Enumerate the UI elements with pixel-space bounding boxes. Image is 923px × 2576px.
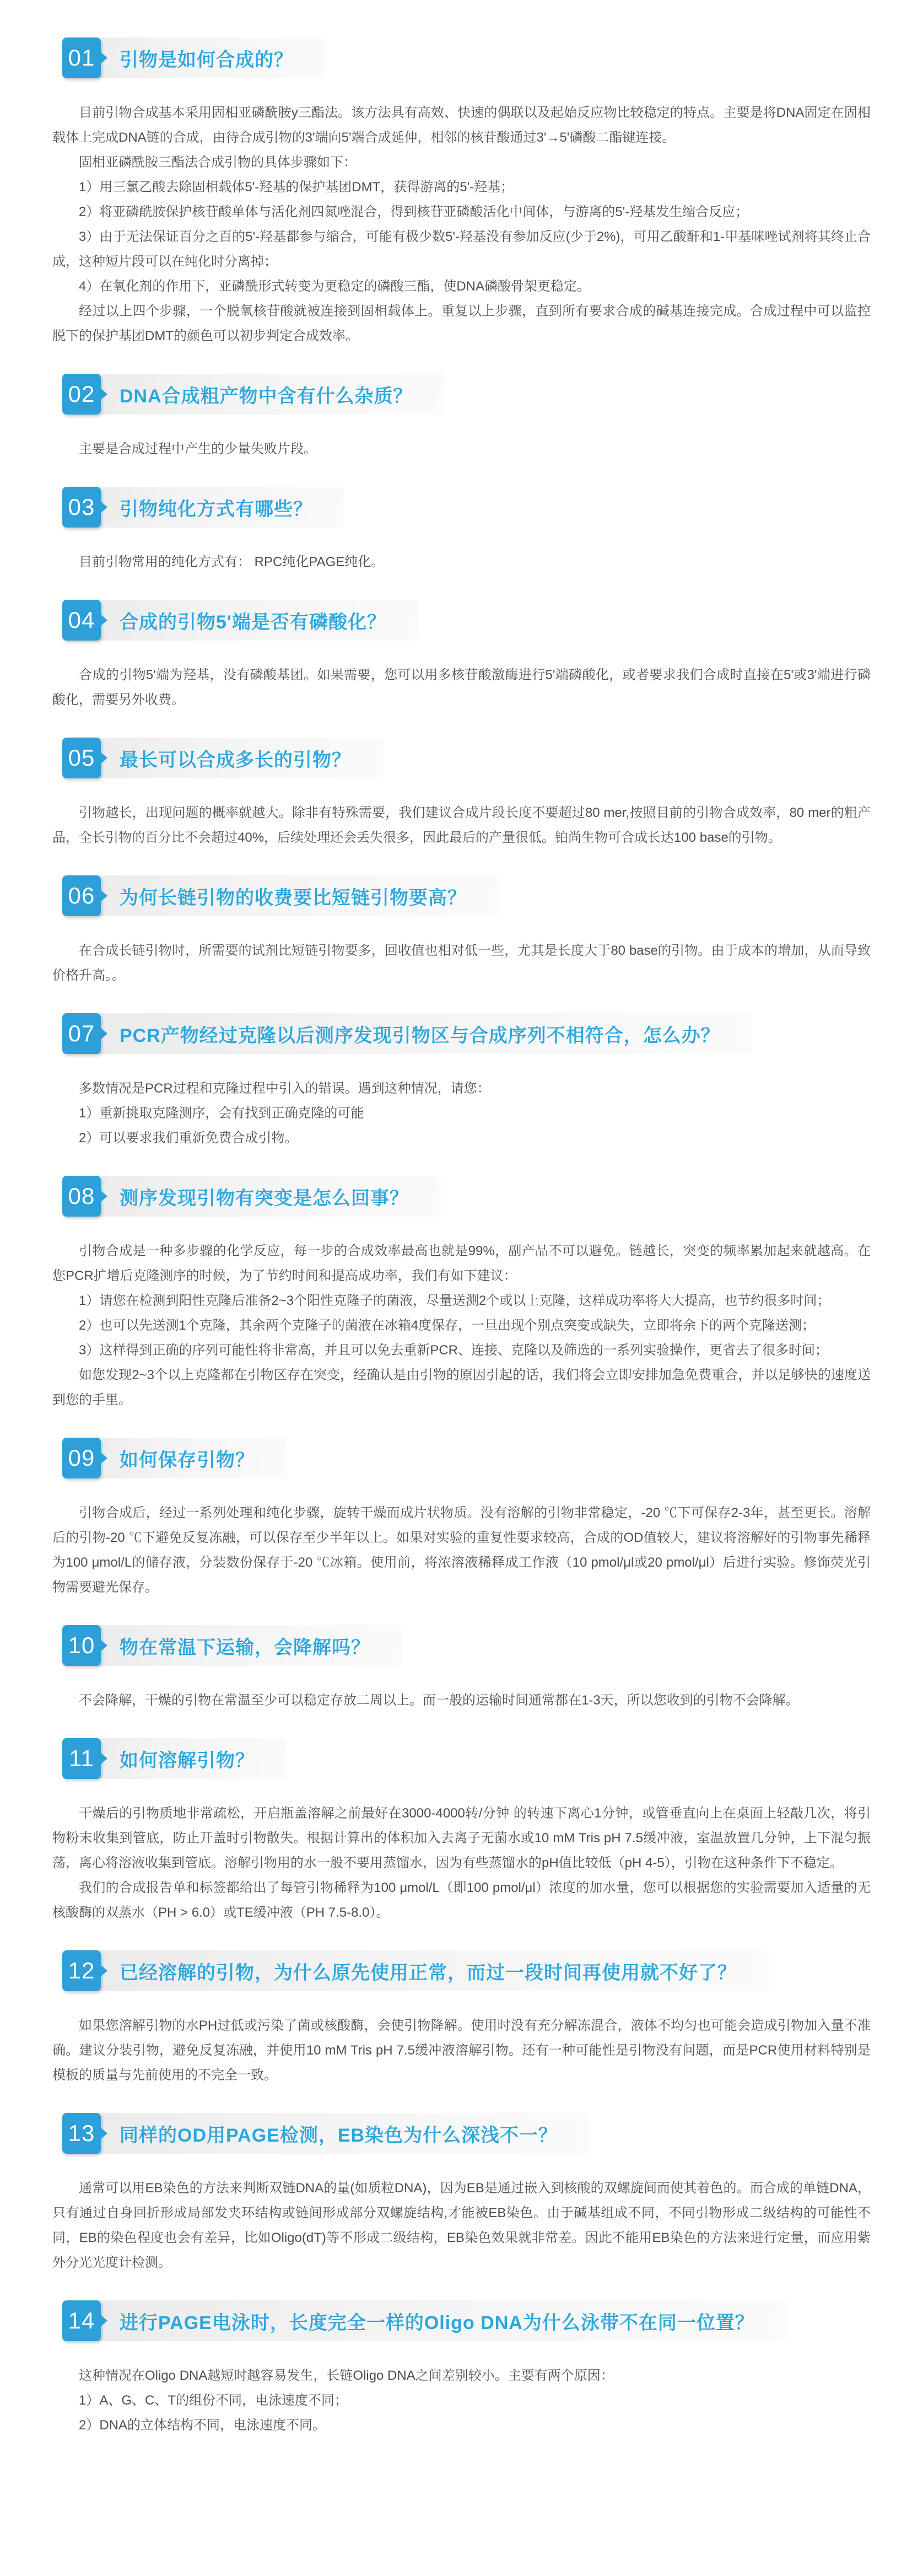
question-number: 01 xyxy=(68,45,95,71)
question-number: 05 xyxy=(68,745,95,771)
answer-paragraph: 2）也可以先送测1个克隆，其余两个克隆子的菌液在冰箱4度保存，一旦出现个别点突变或缺失，立即将余下的两个克隆送测； xyxy=(79,1318,816,1333)
faq-section xyxy=(52,374,871,461)
faq-section xyxy=(52,1438,871,1600)
answer-body xyxy=(52,1688,871,1713)
faq-section xyxy=(52,2113,871,2275)
faq-section xyxy=(52,1625,871,1713)
answer-body xyxy=(52,1501,871,1600)
answer-paragraph: 目前引物合成基本采用固相亚磷酰胺y三酯法。该方法具有高效、快速的偶联以及起始反应物比较稳定的特点。主要是将DNA固定在固相载体上完成DNA链的合成，由待合成引物的3'端向5'端合成延伸，相邻的核苷酸通过3'→5'磷酸二酯键连接。 xyxy=(52,105,871,145)
answer-body xyxy=(52,550,871,574)
arrow-right-icon xyxy=(100,1190,107,1202)
arrow-right-icon xyxy=(100,388,107,400)
answer-body xyxy=(52,663,871,712)
arrow-right-icon xyxy=(100,1752,107,1765)
question-number-badge xyxy=(62,37,101,78)
question-number-badge xyxy=(62,1625,101,1666)
answer-paragraph: 2）可以要求我们重新免费合成引物。 xyxy=(79,1131,298,1146)
arrow-right-icon xyxy=(100,1028,107,1040)
answer-paragraph: 通常可以用EB染色的方法来判断双链DNA的量(如质粒DNA)，因为EB是通过嵌入到核酸的双螺旋间而使其着色的。而合成的单链DNA，只有通过自身回折形成局部发夹环结构或链间形成部分双螺旋结构,才能被EB染色。由于碱基组成不同，不同引物形成二级结构的可能性不同，EB的染色程度也会有差异，比如Oligo(dT)等不形成二级结构，EB染色效果就非常差。因此不能用EB染色的方法来进行定量，而应用紫外分光光度计检测。 xyxy=(52,2181,871,2270)
question-number: 04 xyxy=(68,607,95,633)
question-number: 08 xyxy=(68,1183,95,1209)
arrow-right-icon xyxy=(100,501,107,513)
answer-body xyxy=(52,938,871,988)
answer-body xyxy=(52,2363,871,2438)
question-header xyxy=(62,1738,287,1779)
arrow-right-icon xyxy=(100,1639,107,1652)
question-number: 07 xyxy=(68,1020,95,1046)
question-title: 进行PAGE电泳时，长度完全一样的Oligo DNA为什么泳带不在同一位置？ xyxy=(120,2312,754,2333)
question-number: 14 xyxy=(68,2308,95,2333)
answer-body xyxy=(52,100,871,348)
answer-paragraph: 1）请您在检测到阳性克隆后准备2~3个阳性克隆子的菌液，尽量送测2个或以上克隆，这样成功率将大大提高，也节约很多时间； xyxy=(79,1293,830,1308)
question-number-badge xyxy=(62,1738,101,1779)
question-number: 03 xyxy=(68,494,95,520)
question-header xyxy=(62,1013,752,1054)
answer-body xyxy=(52,800,871,850)
answer-paragraph: 1）重新挑取克隆测序，会有找到正确克隆的可能 xyxy=(79,1106,364,1121)
answer-body xyxy=(52,2013,871,2088)
question-number: 13 xyxy=(68,2120,95,2146)
arrow-right-icon xyxy=(100,2127,107,2139)
faq-section-list xyxy=(52,37,871,2438)
answer-paragraph: 4）在氧化剂的作用下，亚磷酰形式转变为更稳定的磷酸三酯，使DNA磷酸骨架更稳定。 xyxy=(79,279,591,294)
answer-paragraph: 目前引物常用的纯化方式有： RPC纯化PAGE纯化。 xyxy=(79,555,385,569)
answer-body xyxy=(52,1801,871,1925)
question-title: 引物纯化方式有哪些？ xyxy=(120,498,312,520)
faq-section xyxy=(52,2300,871,2438)
question-title: 合成的引物5'端是否有磷酸化？ xyxy=(120,611,386,633)
question-number-badge xyxy=(62,2300,101,2341)
answer-body xyxy=(52,437,871,461)
question-header xyxy=(62,37,325,78)
arrow-right-icon xyxy=(100,1965,107,1977)
question-header xyxy=(62,875,499,916)
arrow-right-icon xyxy=(100,2315,107,2327)
question-number: 10 xyxy=(68,1632,95,1658)
arrow-right-icon xyxy=(100,890,107,902)
question-header xyxy=(62,487,344,528)
answer-paragraph: 如果您溶解引物的水PH过低或污染了菌或核酸酶，会使引物降解。使用时没有充分解冻混合，液体不均匀也可能会造成引物加入量不准确。建议分装引物，避免反复冻融，并使用10 mM Tris pH 7.5缓冲液溶解引物。还有一种可能性是引物没有问题，而是PCR使用材料特别是模板的质量与先前使用的不完全一致。 xyxy=(52,2018,871,2083)
arrow-right-icon xyxy=(100,752,107,764)
faq-section xyxy=(52,875,871,988)
answer-paragraph: 干燥后的引物质地非常疏松，开启瓶盖溶解之前最好在3000-4000转/分钟 的转速下离心1分钟，或管垂直向上在桌面上轻敲几次，将引物粉末收集到管底，防止开盖时引物散失。根据计算出的体积加入去离子无菌水或10 mM Tris pH 7.5缓冲液，室温放置几分钟，上下混匀振荡，离心将溶液收集到管底。溶解引物用的水一般不要用蒸馏水，因为有些蒸馏水的pH值比较低（pH 4-5），引物在这种条件下不稳定。 xyxy=(52,1806,871,1870)
question-number-badge xyxy=(62,374,101,415)
arrow-right-icon xyxy=(100,1452,107,1464)
question-title: 已经溶解的引物，为什么原先使用正常，而过一段时间再使用就不好了？ xyxy=(120,1962,737,1983)
question-title: 引物是如何合成的？ xyxy=(120,49,293,71)
answer-paragraph: 1）用三氯乙酸去除固相载体5'-羟基的保护基团DMT，获得游离的5'-羟基； xyxy=(79,180,514,195)
answer-paragraph: 多数情况是PCR过程和克隆过程中引入的错误。遇到这种情况，请您： xyxy=(79,1081,490,1096)
question-number: 09 xyxy=(68,1445,95,1471)
question-title: 如何保存引物？ xyxy=(120,1449,255,1471)
question-header xyxy=(62,738,383,778)
question-header xyxy=(62,2300,786,2341)
question-number-badge xyxy=(62,738,101,778)
question-number: 12 xyxy=(68,1957,95,1983)
answer-paragraph: 这种情况在Oligo DNA越短时越容易发生，长链Oligo DNA之间差别较小。主要有两个原因： xyxy=(79,2368,614,2383)
answer-paragraph: 引物合成是一种多步骤的化学反应，每一步的合成效率最高也就是99%，副产品不可以避免。链越长，突变的频率累加起来就越高。在您PCR扩增后克隆测序的时候，为了节约时间和提高成功率，我们有如下建议： xyxy=(52,1244,871,1283)
faq-section xyxy=(52,487,871,574)
answer-paragraph: 如您发现2~3个以上克隆都在引物区存在突变，经确认是由引物的原因引起的话，我们将会立即安排加急免费重合，并以足够快的速度送到您的手里。 xyxy=(52,1368,871,1407)
question-title: PCR产物经过克隆以后测序发现引物区与合成序列不相符合，怎么办？ xyxy=(120,1025,720,1046)
question-title: 为何长链引物的收费要比短链引物要高？ xyxy=(120,887,467,908)
question-number-badge xyxy=(62,2113,101,2154)
answer-body xyxy=(52,1239,871,1412)
faq-section xyxy=(52,600,871,712)
question-header xyxy=(62,1176,441,1217)
answer-paragraph: 合成的引物5'端为羟基，没有磷酸基团。如果需要，您可以用多核苷酸激酶进行5'端磷酸化，或者要求我们合成时直接在5'或3'端进行磷酸化，需要另外收费。 xyxy=(52,668,871,707)
arrow-right-icon xyxy=(100,614,107,626)
question-title: DNA合成粗产物中含有什么杂质？ xyxy=(120,385,413,407)
question-number: 11 xyxy=(69,1745,94,1771)
faq-section xyxy=(52,1950,871,2088)
answer-paragraph: 引物合成后，经过一系列处理和纯化步骤，旋转干燥而成片状物质。没有溶解的引物非常稳定，-20 ℃下可保存2-3年，甚至更长。溶解后的引物-20 ℃下避免反复冻融，可以保存至少半年以上。如果对实验的重复性要求较高，合成的OD值较大，建议将溶解好的引物事先稀释为100 μmol/L的储存液，分装数份保存于-20 ℃冰箱。使用前，将浓溶液稀释成工作液（10 pmol/μl或20 pmol/μl）后进行实验。修饰荧光引物需要避光保存。 xyxy=(52,1505,871,1595)
question-header xyxy=(62,600,418,641)
question-number-badge xyxy=(62,1950,101,1991)
answer-paragraph: 不会降解，干燥的引物在常温至少可以稳定存放二周以上。而一般的运输时间通常都在1-3天，所以您收到的引物不会降解。 xyxy=(79,1693,799,1708)
answer-body xyxy=(52,2176,871,2275)
faq-section xyxy=(52,37,871,348)
question-header xyxy=(62,2113,590,2154)
faq-section xyxy=(52,1013,871,1150)
answer-paragraph: 固相亚磷酰胺三酯法合成引物的具体步骤如下： xyxy=(79,155,357,170)
question-number-badge xyxy=(62,875,101,916)
answer-paragraph: 经过以上四个步骤，一个脱氧核苷酸就被连接到固相载体上。重复以上步骤，直到所有要求合成的碱基连接完成。合成过程中可以监控脱下的保护基团DMT的颜色可以初步判定合成效率。 xyxy=(52,304,871,343)
question-number-badge xyxy=(62,1176,101,1217)
question-title: 同样的OD用PAGE检测，EB染色为什么深浅不一？ xyxy=(120,2125,558,2146)
answer-paragraph: 3）这样得到正确的序列可能性将非常高，并且可以免去重新PCR、连接、克隆以及筛选的一系列实验操作，更省去了很多时间； xyxy=(79,1343,829,1358)
question-number: 02 xyxy=(68,381,95,407)
question-title: 如何溶解引物？ xyxy=(120,1750,255,1771)
question-header xyxy=(62,374,445,415)
question-number-badge xyxy=(62,487,101,528)
question-header xyxy=(62,1438,287,1478)
faq-section xyxy=(52,1738,871,1925)
answer-paragraph: 我们的合成报告单和标签都给出了每管引物稀释为100 μmol/L（即100 pmol/μl）浓度的加水量，您可以根据您的实验需要加入适量的无核酸酶的双蒸水（PH > 6.0）或TE缓冲液（PH 7.5-8.0）。 xyxy=(52,1880,871,1920)
faq-section xyxy=(52,1176,871,1412)
answer-paragraph: 1）A、G、C、T的组份不同，电泳速度不同； xyxy=(79,2393,348,2408)
answer-body xyxy=(52,1076,871,1150)
answer-paragraph: 主要是合成过程中产生的少量失败片段。 xyxy=(79,442,317,456)
question-header xyxy=(62,1950,769,1991)
question-title: 最长可以合成多长的引物？ xyxy=(120,749,351,771)
question-number-badge xyxy=(62,600,101,641)
answer-paragraph: 在合成长链引物时，所需要的试剂比短链引物要多，回收值也相对低一些，尤其是长度大于80 base的引物。由于成本的增加，从而导致价格升高。。 xyxy=(52,943,871,983)
question-title: 物在常温下运输，会降解吗？ xyxy=(120,1637,370,1658)
question-number-badge xyxy=(62,1438,101,1478)
answer-paragraph: 3）由于无法保证百分之百的5'-羟基都参与缩合，可能有极少数5'-羟基没有参加反应(少于2%)，可用乙酸酐和1-甲基咪唑试剂将其终止合成，这种短片段可以在纯化时分离掉； xyxy=(52,229,871,269)
question-number-badge xyxy=(62,1013,101,1054)
answer-paragraph: 引物越长，出现问题的概率就越大。除非有特殊需要，我们建议合成片段长度不要超过80 mer,按照目前的引物合成效率，80 mer的粗产品，全长引物的百分比不会超过40%，后续处理还会丢失很多，因此最后的产量很低。铂尚生物可合成长达100 base的引物。 xyxy=(52,805,871,845)
question-title: 测序发现引物有突变是怎么回事？ xyxy=(120,1187,409,1209)
faq-section xyxy=(52,738,871,850)
question-header xyxy=(62,1625,402,1666)
answer-paragraph: 2）将亚磷酰胺保护核苷酸单体与活化剂四氮唑混合，得到核苷亚磷酸活化中间体，与游离的5'-羟基发生缩合反应； xyxy=(79,205,749,219)
arrow-right-icon xyxy=(100,52,107,64)
question-number: 06 xyxy=(68,883,95,908)
answer-paragraph: 2）DNA的立体结构不同，电泳速度不同。 xyxy=(79,2418,326,2433)
